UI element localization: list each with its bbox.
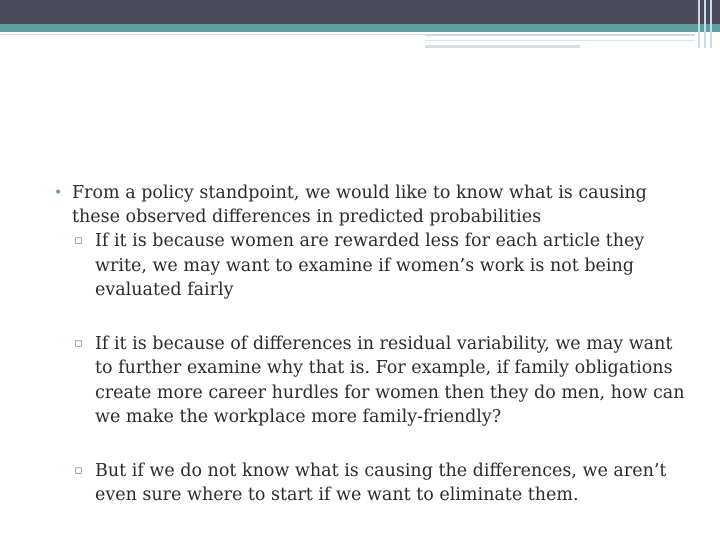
sub-bullet bbox=[72, 459, 694, 508]
main-bullet-text: From a policy standpoint, we would like to know what is causing these observed differences in predicted probabilities bbox=[72, 183, 647, 227]
decorative-line bbox=[425, 45, 580, 48]
sub-bullet-icon: ▫ bbox=[74, 335, 83, 351]
sub-bullet bbox=[72, 229, 694, 303]
decorative-corner-line bbox=[710, 0, 712, 48]
decorative-line bbox=[0, 34, 425, 35]
bullet-icon: • bbox=[54, 185, 63, 201]
sub-bullet-text: If it is because of differences in residual variability, we may want to further examine why that is. For example, if family obligations create more career hurdles for women then they do men, how can we make the workplace more family-friendly? bbox=[95, 333, 685, 427]
slide-accent-strip bbox=[0, 24, 720, 32]
sub-bullet-text: But if we do not know what is causing the differences, we aren’t even sure where to start if we want to eliminate them. bbox=[95, 460, 667, 505]
slide-header-bar bbox=[0, 0, 720, 24]
slide-body bbox=[54, 181, 694, 508]
sub-bullet-icon: ▫ bbox=[74, 233, 83, 248]
decorative-corner-line bbox=[704, 0, 706, 48]
sub-bullet-text: If it is because women are rewarded less for each article they write, we may want to examine if women’s work is not being evaluated fairly bbox=[95, 231, 645, 300]
sub-bullet-icon: ▫ bbox=[74, 462, 83, 478]
decorative-line bbox=[425, 40, 695, 41]
main-bullet bbox=[54, 181, 694, 229]
decorative-line bbox=[425, 34, 695, 36]
decorative-corner-line bbox=[698, 0, 700, 48]
sub-bullet bbox=[72, 332, 694, 430]
